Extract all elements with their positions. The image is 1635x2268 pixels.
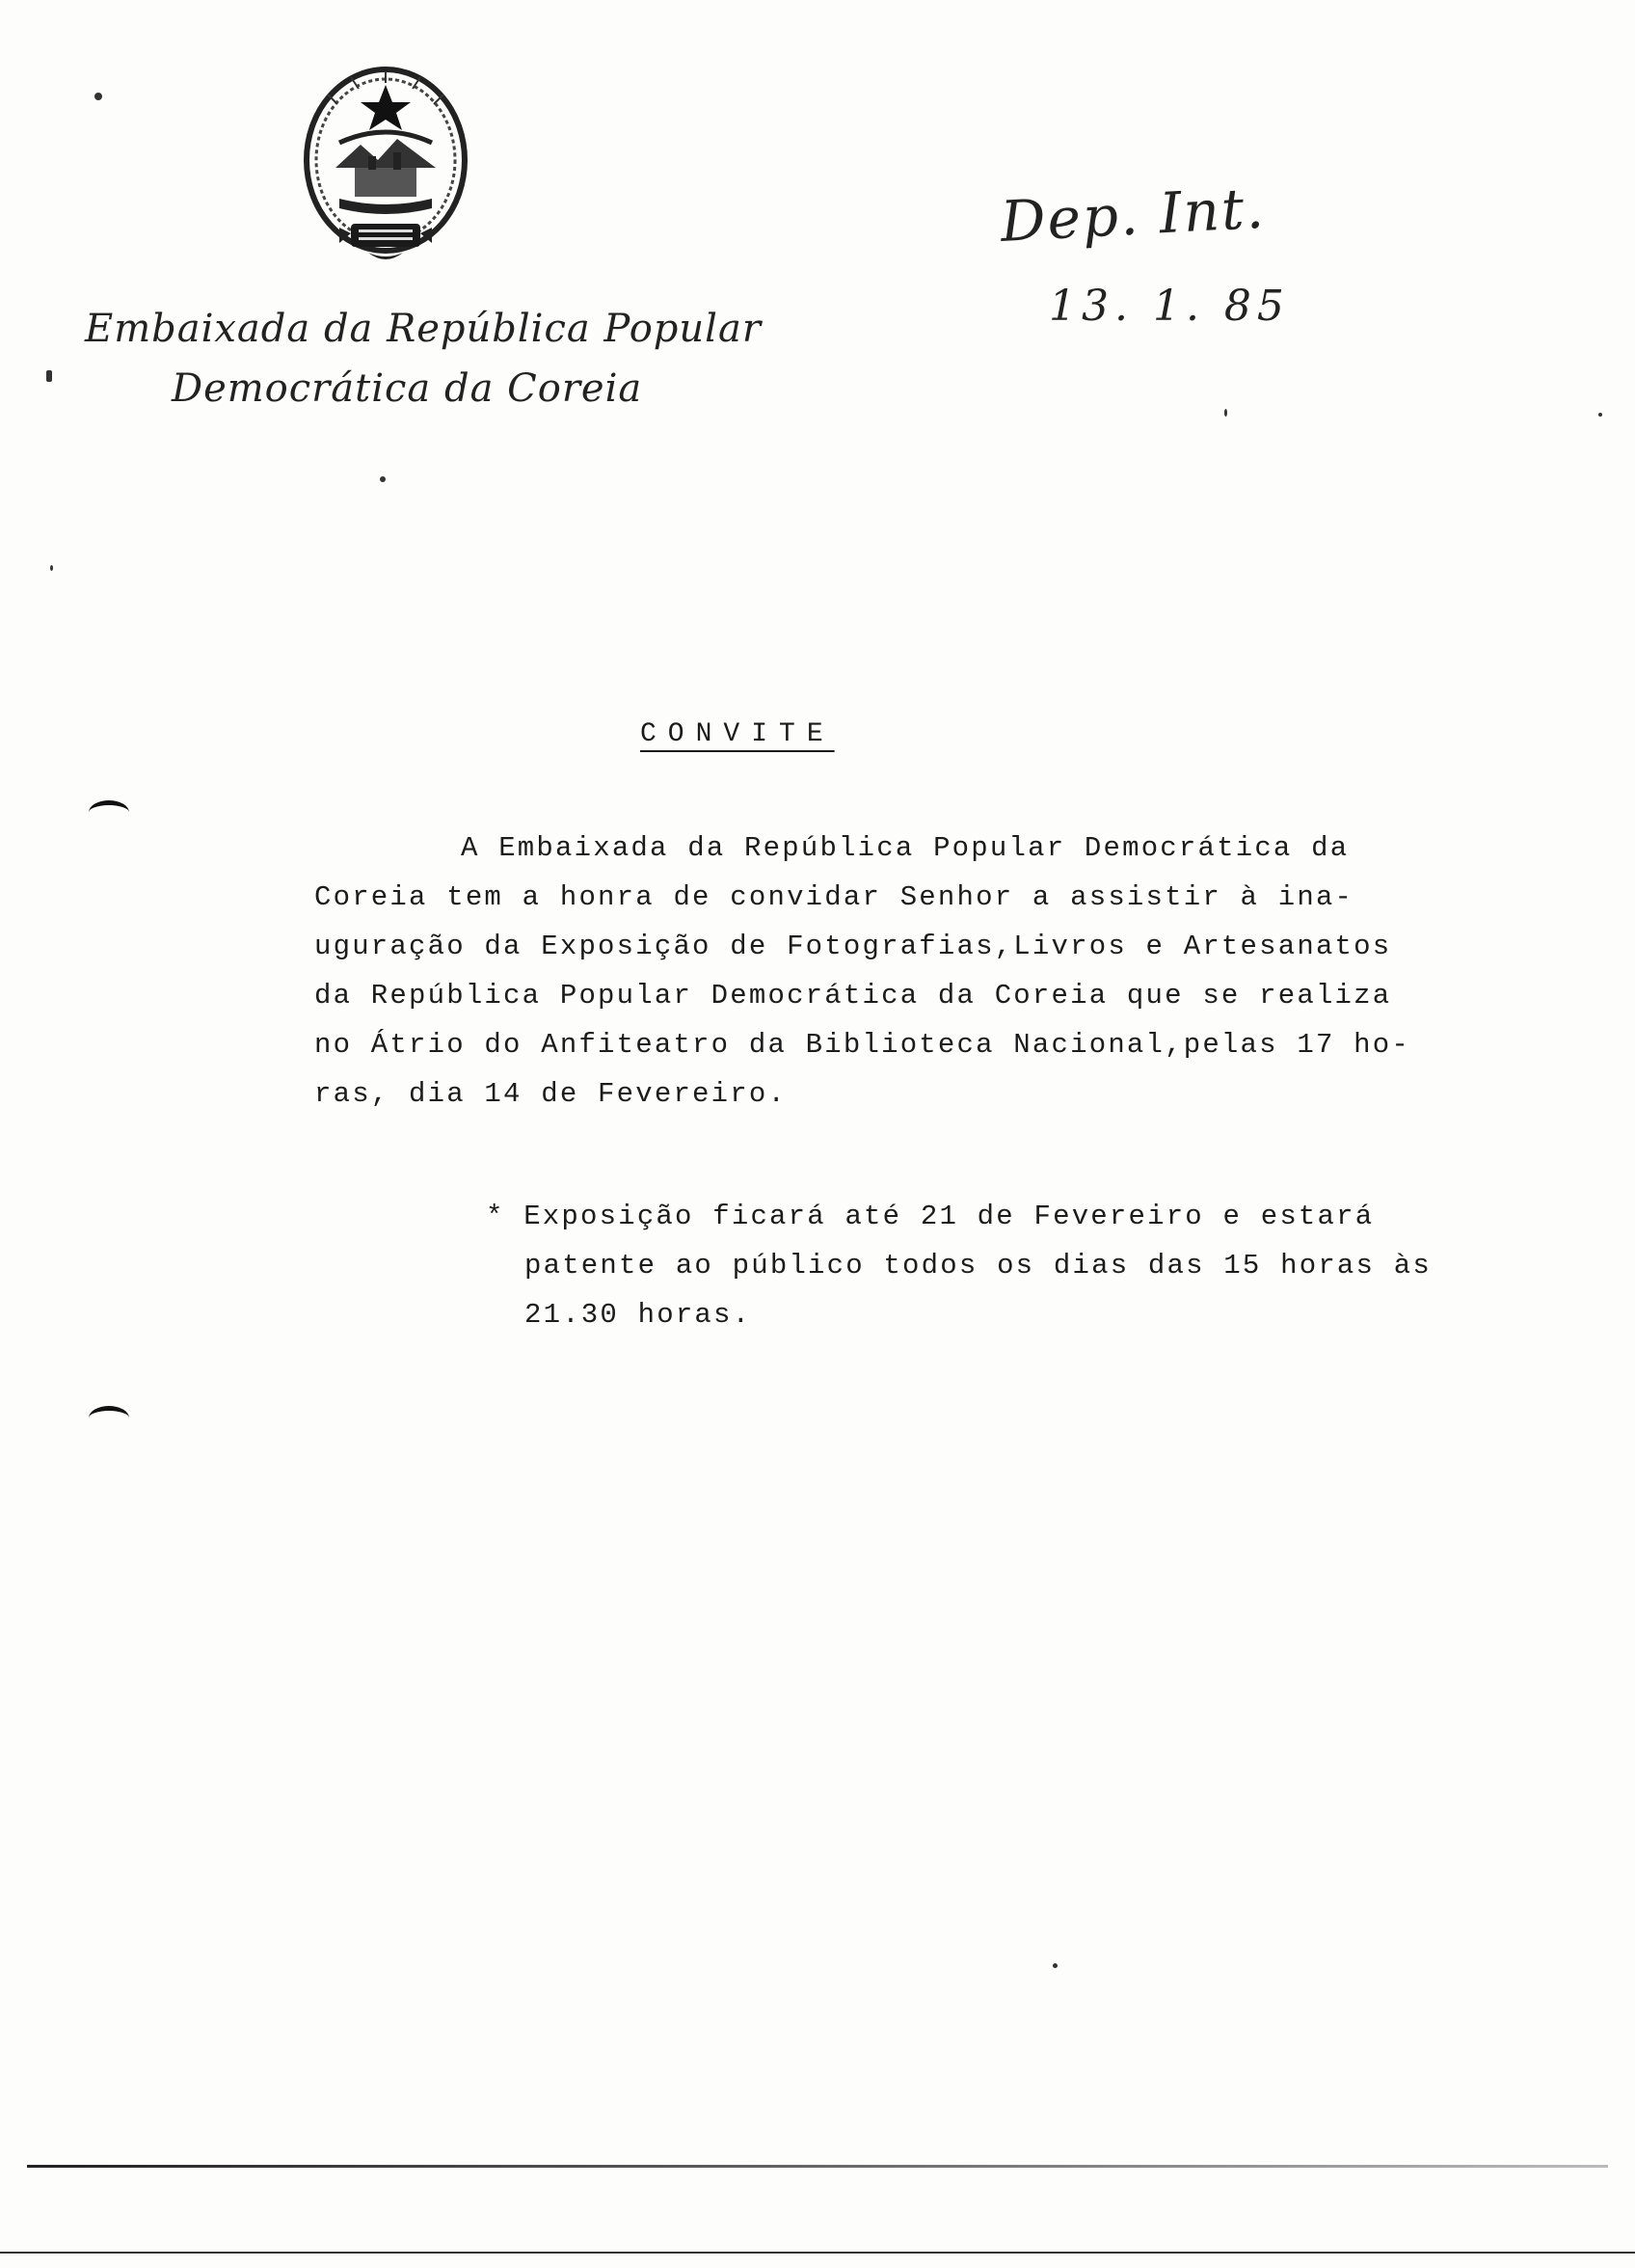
exhibition-note [486, 1192, 1488, 1339]
handwritten-department: Dep. Int. [999, 175, 1268, 255]
bottom-edge-line [0, 2252, 1635, 2254]
note-line: * Exposição ficará até 21 de Fevereiro e estará [486, 1201, 1375, 1232]
body-line: Coreia tem a honra de convidar Senhor a assistir à ina- [314, 881, 1354, 913]
scan-speck [94, 93, 102, 100]
document-title: CONVITE [640, 719, 835, 749]
letterhead [85, 307, 762, 411]
body-line: no Átrio do Anfiteatro da Biblioteca Nacional,pelas 17 ho- [314, 1029, 1410, 1061]
scan-speck [380, 476, 386, 482]
scan-speck [50, 565, 53, 571]
body-line: ras, dia 14 de Fevereiro. [314, 1078, 788, 1110]
national-emblem-icon [301, 64, 470, 270]
scan-speck [1053, 1963, 1058, 1968]
scan-speck [46, 370, 52, 382]
punch-hole-mark [89, 1406, 129, 1430]
note-line: patente ao público todos os dias das 15 horas às [524, 1250, 1432, 1282]
body-line: A Embaixada da República Popular Democrática da [461, 832, 1350, 864]
bottom-rule [27, 2165, 1608, 2168]
body-line: uguração da Exposição de Fotografias,Livros e Artesanatos [314, 931, 1392, 962]
punch-hole-mark [89, 800, 129, 824]
invitation-body [314, 824, 1452, 1119]
note-line: 21.30 horas. [524, 1299, 752, 1331]
handwritten-note [999, 175, 1319, 331]
letterhead-line-2: Democrática da Coreia [172, 366, 643, 411]
scan-speck [1224, 409, 1227, 417]
handwritten-date: 13. 1. 85 [1049, 282, 1290, 331]
body-line: da República Popular Democrática da Coreia que se realiza [314, 980, 1392, 1012]
letterhead-line-1: Embaixada da República Popular [85, 307, 762, 351]
scan-speck [1598, 413, 1602, 417]
